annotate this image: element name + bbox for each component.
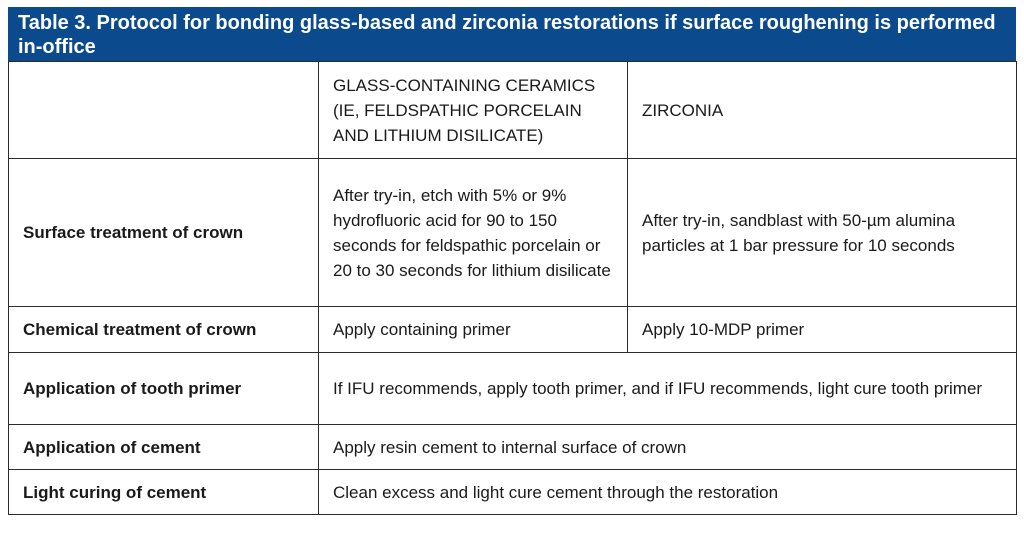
table-row: [9, 470, 1017, 515]
cell-zirconia: Apply 10-MDP primer: [628, 307, 1017, 353]
row-label: Light curing of cement: [9, 470, 319, 515]
table-row: [9, 159, 1017, 307]
row-label: Application of tooth primer: [9, 353, 319, 425]
column-header-glass: GLASS-CONTAINING CERAMICS (IE, FELDSPATHIC PORCELAIN AND LITHIUM DISILICATE): [319, 62, 628, 159]
cell-zirconia: After try-in, sandblast with 50-µm alumina particles at 1 bar pressure for 10 seconds: [628, 159, 1017, 307]
protocol-table: [8, 61, 1017, 515]
table-row: [9, 425, 1017, 470]
cell-glass: Apply containing primer: [319, 307, 628, 353]
table-row: [9, 353, 1017, 425]
row-label: Application of cement: [9, 425, 319, 470]
blank-header-cell: [9, 62, 319, 159]
cell-glass: After try-in, etch with 5% or 9% hydrofluoric acid for 90 to 150 seconds for feldspathic porcelain or 20 to 30 seconds for lithium disilicate: [319, 159, 628, 307]
cell-both: Clean excess and light cure cement through the restoration: [319, 470, 1017, 515]
table-title: Table 3. Protocol for bonding glass-based and zirconia restorations if surface roughening is performed in-office: [8, 7, 1016, 61]
column-header-row: [9, 62, 1017, 159]
row-label: Surface treatment of crown: [9, 159, 319, 307]
cell-both: If IFU recommends, apply tooth primer, and if IFU recommends, light cure tooth primer: [319, 353, 1017, 425]
table-row: [9, 307, 1017, 353]
column-header-zirconia: ZIRCONIA: [628, 62, 1017, 159]
cell-both: Apply resin cement to internal surface of crown: [319, 425, 1017, 470]
row-label: Chemical treatment of crown: [9, 307, 319, 353]
protocol-table-figure: [8, 7, 1016, 515]
